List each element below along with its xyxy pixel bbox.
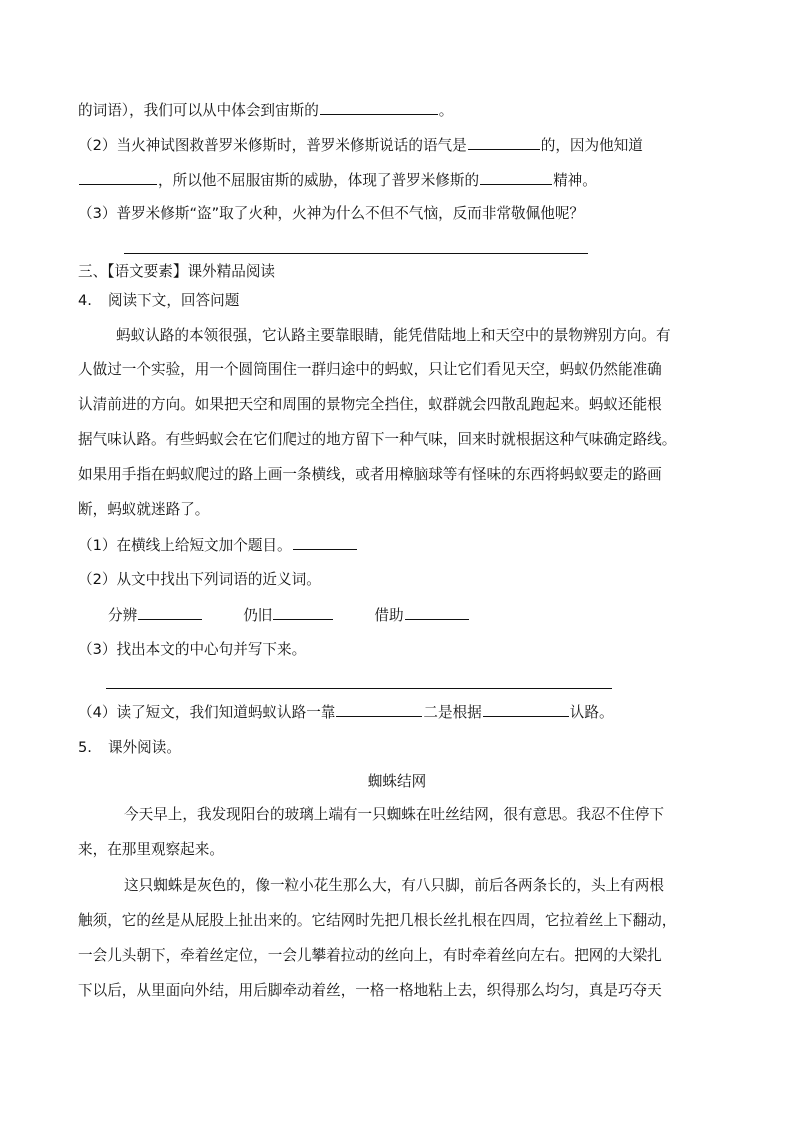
q5-header: 5. 课外阅读。	[78, 739, 181, 756]
answer-line[interactable]	[106, 688, 612, 689]
q5-passage-line-4: 触须，它的丝是从屁股上扯出来的。它结网时先把几根长丝扎根在四周，它拉着丝上下翻动，	[78, 912, 677, 929]
word-rengjiu: 仍旧	[243, 607, 273, 624]
q3-sub3: （3）普罗米修斯“盗”取了火种，火神为什么不但不气恼，反而非常敬佩他呢？	[78, 205, 585, 222]
q4-passage-line-5: 如果用手指在蚂蚁爬过的路上画一条横线，或者用樟脑球等有怪味的东西将蚂蚁要走的路画	[78, 466, 662, 483]
answer-line[interactable]	[124, 253, 588, 254]
section-heading: 三、【语文要素】课外精品阅读	[78, 263, 276, 280]
q5-passage-line-3: 这只蜘蛛是灰色的，像一粒小花生那么大，有八只脚，前后各两条长的，头上有两根	[124, 877, 664, 894]
q4-header: 4. 阅读下文，回答问题	[78, 292, 240, 309]
q3-line-1: 的词语），我们可以从中体会到宙斯的 。	[78, 102, 454, 119]
q4-passage-line-4: 据气味认路。有些蚂蚁会在它们爬过的地方留下一种气味，回来时就根据这种气味确定路线。	[78, 431, 677, 448]
q5-passage-line-2: 来，在那里观察起来。	[78, 841, 224, 858]
q5-passage-line-5: 一会儿头朝下，牵着丝定位，一会儿攀着拉动的丝向上，有时牵着丝向左右。把网的大梁扎	[78, 947, 662, 964]
answer-blank[interactable]	[483, 702, 569, 717]
synonym-blank[interactable]	[138, 605, 202, 620]
q4-passage-line-1: 蚂蚁认路的本领很强，它认路主要靠眼睛，能凭借陆地上和天空中的景物辨别方向。有	[116, 327, 671, 344]
q4-passage-line-3: 认清前进的方向。如果把天空和周围的景物完全挡住，蚁群就会四散乱跑起来。蚂蚁还能根	[78, 396, 662, 413]
q4-sub2: （2）从文中找出下列词语的近义词。	[78, 571, 321, 588]
word-jiezhu: 借助	[374, 607, 404, 624]
q4-passage-line-6: 断，蚂蚁就迷路了。	[78, 501, 210, 518]
answer-blank[interactable]	[336, 702, 422, 717]
q4-sub3: （3）找出本文的中心句并写下来。	[78, 641, 307, 658]
q4-sub4: （4）读了短文，我们知道蚂蚁认路一靠 二是根据 认路。	[78, 704, 614, 721]
title-blank[interactable]	[293, 535, 357, 550]
q4-passage-line-2: 人做过一个实验，用一个圆筒围住一群归途中的蚂蚁，只让它们看见天空，蚂蚁仍然能准确	[78, 361, 662, 378]
word-fenbian: 分辨	[108, 607, 138, 624]
answer-blank[interactable]	[480, 170, 552, 185]
answer-blank[interactable]	[320, 100, 438, 115]
synonym-row	[108, 605, 734, 626]
answer-blank[interactable]	[468, 135, 540, 150]
q3-sub2-line-2: ，所以他不屈服宙斯的威胁，体现了普罗米修斯的 精神。	[78, 170, 734, 191]
q5-passage-line-6: 下以后，从里面向外结，用后脚牵动着丝，一格一格地粘上去，织得那么均匀，真是巧夺天	[78, 982, 662, 999]
q5-passage-line-1: 今天早上，我发现阳台的玻璃上端有一只蜘蛛在吐丝结网，很有意思。我忍不住停下	[124, 806, 664, 823]
synonym-blank[interactable]	[405, 605, 469, 620]
passage-title: 蜘蛛结网	[367, 773, 427, 790]
answer-blank[interactable]	[79, 170, 157, 185]
q3-sub2-line-1: （2）当火神试图救普罗米修斯时，普罗米修斯说话的语气是 的，因为他知道	[78, 137, 643, 154]
q4-sub1: （1）在横线上给短文加个题目。	[78, 535, 734, 556]
synonym-blank[interactable]	[273, 605, 333, 620]
